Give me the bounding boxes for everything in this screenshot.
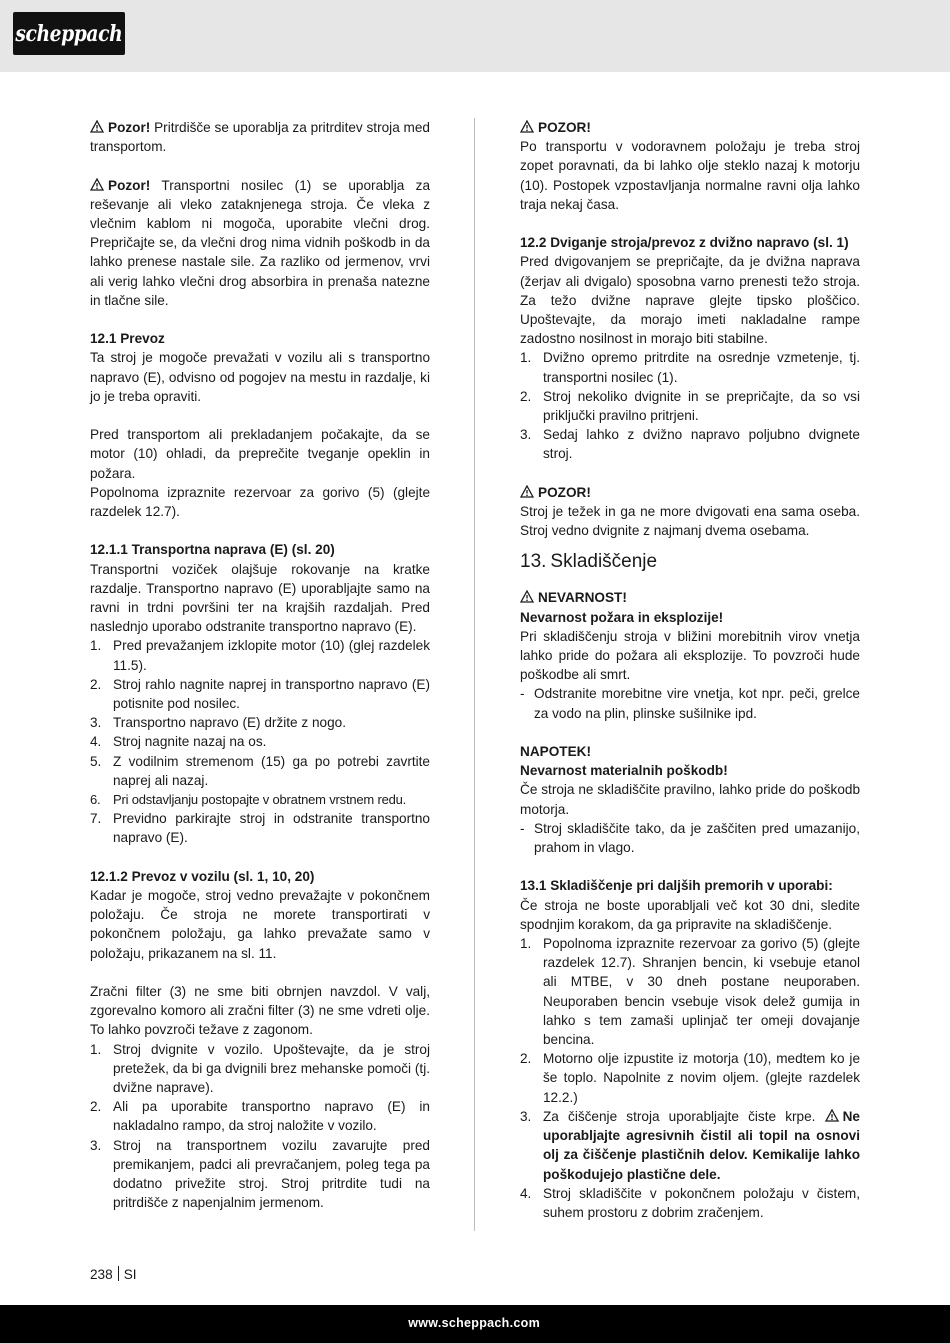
- section-12-1-1-title: 12.1.1 Transportna naprava (E) (sl. 20): [90, 542, 335, 558]
- warning-triangle-icon: [520, 485, 534, 498]
- header-bar: [0, 0, 950, 72]
- page-number: 238 SI: [90, 1267, 137, 1282]
- paragraph: Kadar je mogoče, stroj vedno prevažajte v pokončnem položaju. Če stroja ne morete transportirati v pokončnem položaju, ga lahko prevažate samo v položaju, prikazanem na sl. 11.: [90, 888, 430, 961]
- right-column: [520, 118, 860, 1222]
- list-item: 3. Transportno napravo (E) držite z nogo.: [90, 715, 346, 731]
- list-item: - Stroj skladiščite tako, da je zaščiten pred umazanijo, prahom in vlago.: [520, 820, 860, 856]
- list-item: 1. Pred prevažanjem izklopite motor (10) (glej razdelek 11.5).: [90, 638, 430, 673]
- paragraph: Stroj je težek in ga ne more dvigovati ena sama oseba. Stroj vedno dvignite z najmanj dvema osebama.: [520, 504, 860, 539]
- section-12-2-title: 12.2 Dviganje stroja/prevoz z dvižno napravo (sl. 1): [520, 235, 849, 251]
- numbered-list: [90, 1040, 430, 1213]
- caution-label: POZOR!: [538, 120, 591, 135]
- note-subtitle: Nevarnost materialnih poškodb!: [520, 763, 728, 779]
- dash-list: [520, 684, 860, 722]
- paragraph: Ta stroj je mogoče prevažati v vozilu ali s transportno napravo (E), odvisno od pogojev na mestu in razdalje, ki jo je treba opraviti.: [90, 350, 430, 404]
- paragraph: Pred transportom ali prekladanjem počakajte, da se motor (10) ohladi, da preprečite tveganje opeklin in požara.: [90, 427, 430, 481]
- warning-transport-carrier: [90, 176, 430, 310]
- paragraph: Popolnoma izpraznite rezervoar za gorivo (5) (glejte razdelek 12.7).: [90, 484, 430, 520]
- paragraph: Pri skladiščenju stroja v bližini morebitnih virov vnetja lahko pride do požara ali eksplozije. To povzroči hude poškodbe ali smrt.: [520, 628, 860, 683]
- section-13-1-title: 13.1 Skladiščenje pri daljših premorih v uporabi:: [520, 878, 833, 894]
- warning-triangle-icon: [520, 120, 534, 133]
- footer-bar: [0, 1305, 950, 1343]
- warning-triangle-icon: [520, 590, 534, 603]
- list-item: 1. Popolnoma izpraznite rezervoar za gorivo (5) (glejte razdelek 12.7). Shranjen bencin, ki vsebuje etanol ali MTBE, v 30 dneh postane neuporaben. Neuporaben bencin vsebuje visok delež gumija in lahko s tem zamaši uplinjač ter omeji dovajanje bencina.: [520, 936, 860, 1048]
- list-item: 3. Za čiščenje stroja uporabljajte čiste krpe. Ne uporabljajte agresivnih čistil ali topil na osnovi olj za čiščenje plastičnih delov. Kemikalije lahko poškodujejo plastične dele.: [520, 1108, 860, 1182]
- numbered-list: [520, 348, 860, 463]
- list-item: 2. Stroj rahlo nagnite naprej in transportno napravo (E) potisnite pod nosilec.: [90, 676, 430, 712]
- list-item: 3. Stroj na transportnem vozilu zavarujte pred premikanjem, padci ali prevračanjem, poleg tega pa dodatno privežite stroj. Stroj pritrdite tudi na pritrdišče z napenjalnim jermenom.: [90, 1137, 430, 1211]
- note-label: NAPOTEK!: [520, 744, 591, 760]
- list-item: 2. Motorno olje izpustite iz motorja (10), medtem ko je še toplo. Napolnite z novim oljem. (glejte razdelek 12.2.): [520, 1051, 860, 1105]
- list-item: 4. Stroj nagnite nazaj na os.: [90, 734, 267, 750]
- list-item: 7. Previdno parkirajte stroj in odstranite transportno napravo (E).: [90, 811, 430, 846]
- section-12-1-2-title: 12.1.2 Prevoz v vozilu (sl. 1, 10, 20): [90, 868, 315, 884]
- list-item: 5. Z vodilnim stremenom (15) ga po potrebi zavrtite naprej ali nazaj.: [90, 753, 430, 788]
- left-column: [90, 118, 430, 1212]
- danger-label: NEVARNOST!: [538, 590, 627, 606]
- dash-list: [520, 819, 860, 857]
- numbered-list: [520, 934, 860, 1222]
- list-item: 1. Stroj dvignite v vozilo. Upoštevajte, da je stroj pretežek, da bi ga dvignili brez mehanske pomoči (tj. dvižne naprave).: [90, 1041, 430, 1096]
- section-12-1-title: 12.1 Prevoz: [90, 331, 165, 347]
- list-item: 2. Stroj nekoliko dvignite in se prepričajte, da so vsi priključki pravilno pritrjeni.: [520, 388, 860, 424]
- paragraph: Zračni filter (3) ne sme biti obrnjen navzdol. V valj, zgorevalno komoro ali zračni filter (3) ne sme vdreti olje. To lahko povzroči težave z zagonom.: [90, 984, 430, 1038]
- caution-heading: [520, 118, 860, 137]
- list-item: - Odstranite morebitne vire vnetja, kot npr. peči, grelce za vodo na plin, plinske sušilnike ipd.: [520, 686, 860, 721]
- list-item: 2. Ali pa uporabite transportno napravo (E) in nakladalno rampo, da stroj naložite v vozilo.: [90, 1099, 430, 1134]
- website-link[interactable]: www.scheppach.com: [408, 1316, 540, 1330]
- warning-text: Pritrdišče se uporablja za pritrditev stroja med transportom.: [90, 120, 430, 155]
- numbered-list: [90, 636, 430, 847]
- logo-text: scheppach: [15, 20, 123, 47]
- warning-label: Pozor!: [108, 120, 151, 135]
- list-item: 4. Stroj skladiščite v pokončnem položaju v čistem, suhem prostoru z dobrim zračenjem.: [520, 1185, 860, 1220]
- list-item: 6. Pri odstavljanju postopajte v obratnem vrstnem redu.: [90, 792, 407, 808]
- caution-label: POZOR!: [538, 484, 591, 500]
- paragraph: Če stroja ne boste uporabljali več kot 30 dni, sledite spodnjim korakom, da ga pripravite na skladiščenje.: [520, 897, 860, 932]
- warning-attachment-point: [90, 118, 430, 156]
- danger-heading: [520, 588, 860, 607]
- warning-text: Transportni nosilec (1) se uporablja za reševanje ali vleko zataknjenega stroja. Če vleka z vlečnim kablom ni mogoča, uporabite vlečni drog. Prepričajte se, da vlečni drog nima vidnih poškodb in da lahko prenese nastale sile. Za razliko od jermenov, vrvi ali verig lahko vlečni drog absorbira in prenaša natezne in tlačne sile.: [90, 177, 430, 308]
- paragraph: Po transportu v vodoravnem položaju je treba stroj zopet poravnati, da bi lahko olje steklo nazaj k motorju (10). Postopek vzpostavljanja normalne ravni olja lahko traja nekaj časa.: [520, 139, 860, 212]
- warning-triangle-icon: [825, 1109, 839, 1122]
- paragraph: Pred dvigovanjem se prepričajte, da je dvižna naprava (žerjav ali dvigalo) sposobna varno prenesti težo stroja. Za težo dvižne naprave glejte tipsko ploščico. Upoštevajte, da morajo imeti nakladalne rampe zadostno nosilnost in morajo biti stabilne.: [520, 254, 860, 347]
- warning-triangle-icon: [90, 120, 104, 133]
- danger-subtitle: Nevarnost požara in eksplozije!: [520, 609, 724, 625]
- paragraph: Če stroja ne skladiščite pravilno, lahko pride do poškodb motorja.: [520, 782, 860, 817]
- list-item: 3. Sedaj lahko z dvižno napravo poljubno dvignete stroj.: [520, 427, 860, 462]
- scheppach-logo: [13, 12, 125, 55]
- caution-heading: [520, 483, 860, 502]
- warning-triangle-icon: [90, 178, 104, 191]
- section-13-title: 13. Skladiščenje: [520, 551, 658, 573]
- warning-label: Pozor!: [108, 177, 151, 193]
- paragraph: Transportni voziček olajšuje rokovanje na kratke razdalje. Transportno napravo (E) uporabljajte samo na ravni in trdni površini ter na krajših razdaljah. Pred naslednjo uporabo odstranite transportno napravo (E).: [90, 561, 430, 635]
- column-divider: [474, 118, 475, 1231]
- list-item: 1. Dvižno opremo pritrdite na osrednje vzmetenje, tj. transportni nosilec (1).: [520, 350, 860, 385]
